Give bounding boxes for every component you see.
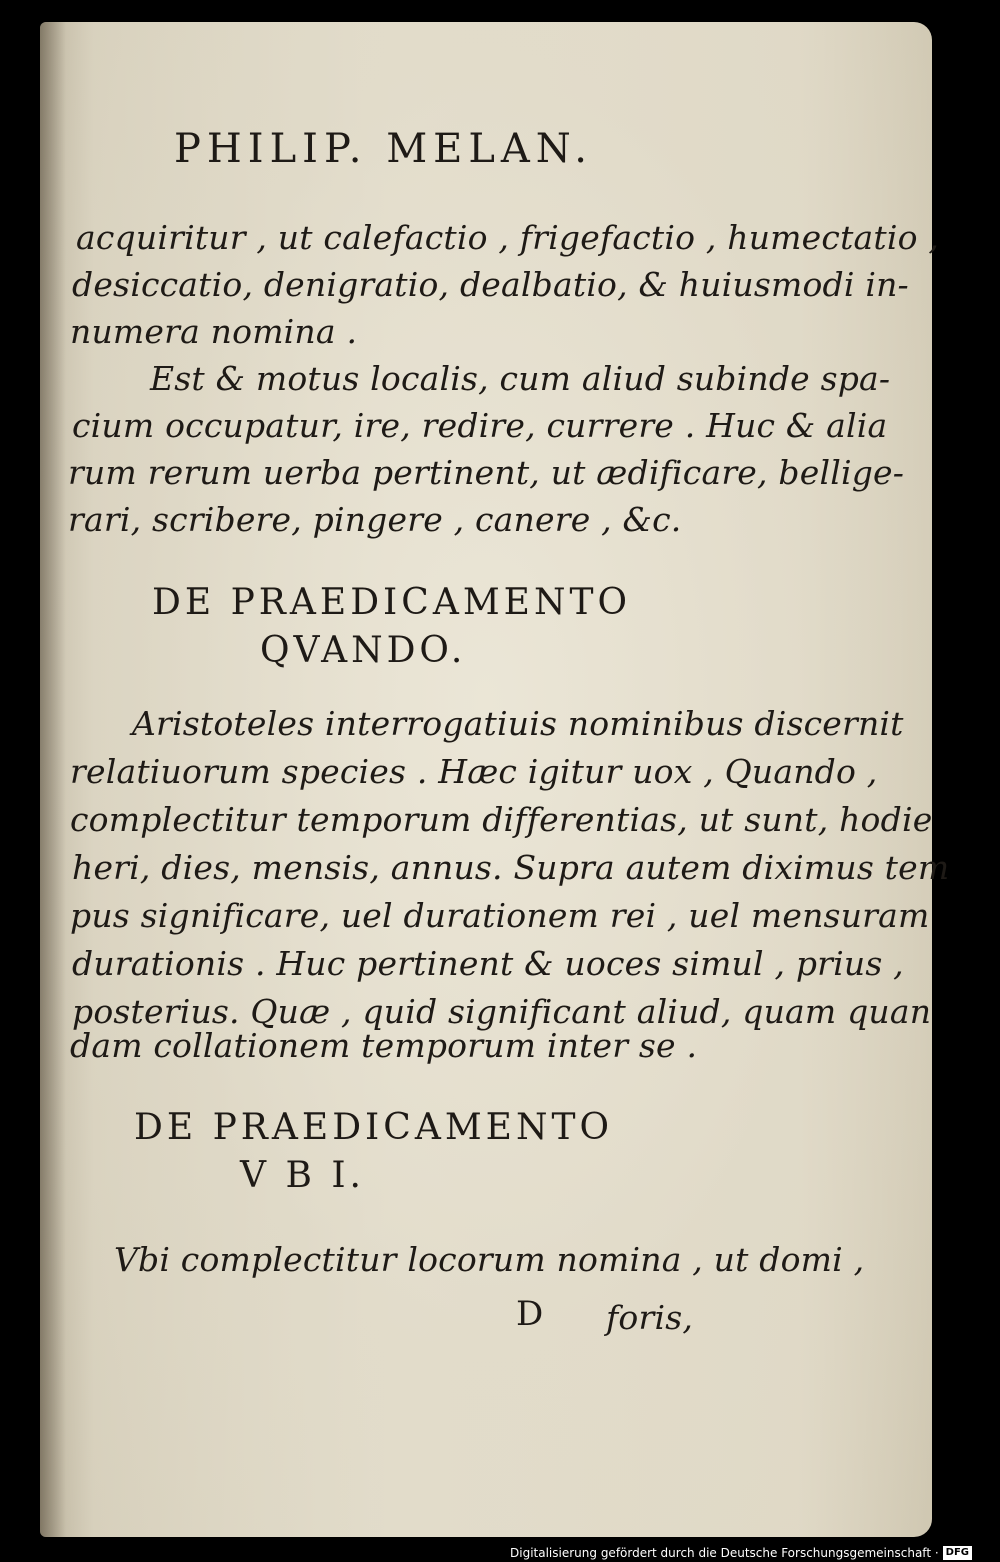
book-page (40, 22, 950, 1537)
text-line: rari, scribere, pingere , canere , &c. (68, 500, 682, 539)
section-heading: DE PRAEDICAMENTO (152, 582, 631, 623)
text-line: complectitur temporum differentias, ut sunt, hodie (70, 800, 933, 839)
text-line: Vbi complectitur locorum nomina , ut domi , (114, 1240, 865, 1279)
text-line: Est & motus localis, cum aliud subinde spa- (150, 359, 891, 398)
running-head: PHILIP. MELAN. (174, 126, 593, 172)
signature-mark: D (516, 1294, 544, 1334)
text-line: rum rerum uerba pertinent, ut ædificare, bellige- (68, 453, 905, 492)
digitization-credit (510, 1546, 972, 1560)
text-line: durationis . Huc pertinent & uoces simul , prius , (72, 944, 904, 983)
catchword: foris, (606, 1298, 694, 1337)
text-line: cium occupatur, ire, redire, currere . Huc & alia (72, 406, 888, 445)
text-line: relatiuorum species . Hæc igitur uox , Quando , (70, 752, 878, 791)
section-heading: QVANDO. (260, 630, 467, 671)
text-line: posterius. Quæ , quid significant aliud, quam quan (72, 992, 932, 1031)
section-heading: V B I. (240, 1155, 366, 1196)
spine-shadow (40, 22, 66, 1537)
text-line: pus significare, uel durationem rei , uel mensuram (70, 896, 930, 935)
text-line: Aristoteles interrogatiuis nominibus discernit (132, 704, 904, 743)
credit-text: Digitalisierung gefördert durch die Deutsche Forschungsgemeinschaft · (510, 1546, 939, 1560)
dfg-logo: DFG (943, 1546, 972, 1560)
text-line: desiccatio, denigratio, dealbatio, & huiusmodi in- (72, 265, 909, 304)
text-line: heri, dies, mensis, annus. Supra autem diximus tem (72, 848, 950, 887)
text-line: numera nomina . (70, 312, 358, 351)
section-heading: DE PRAEDICAMENTO (134, 1107, 613, 1148)
text-line: acquiritur , ut calefactio , frigefactio , humectatio , (76, 218, 940, 257)
text-line: dam collationem temporum inter se . (70, 1026, 698, 1065)
